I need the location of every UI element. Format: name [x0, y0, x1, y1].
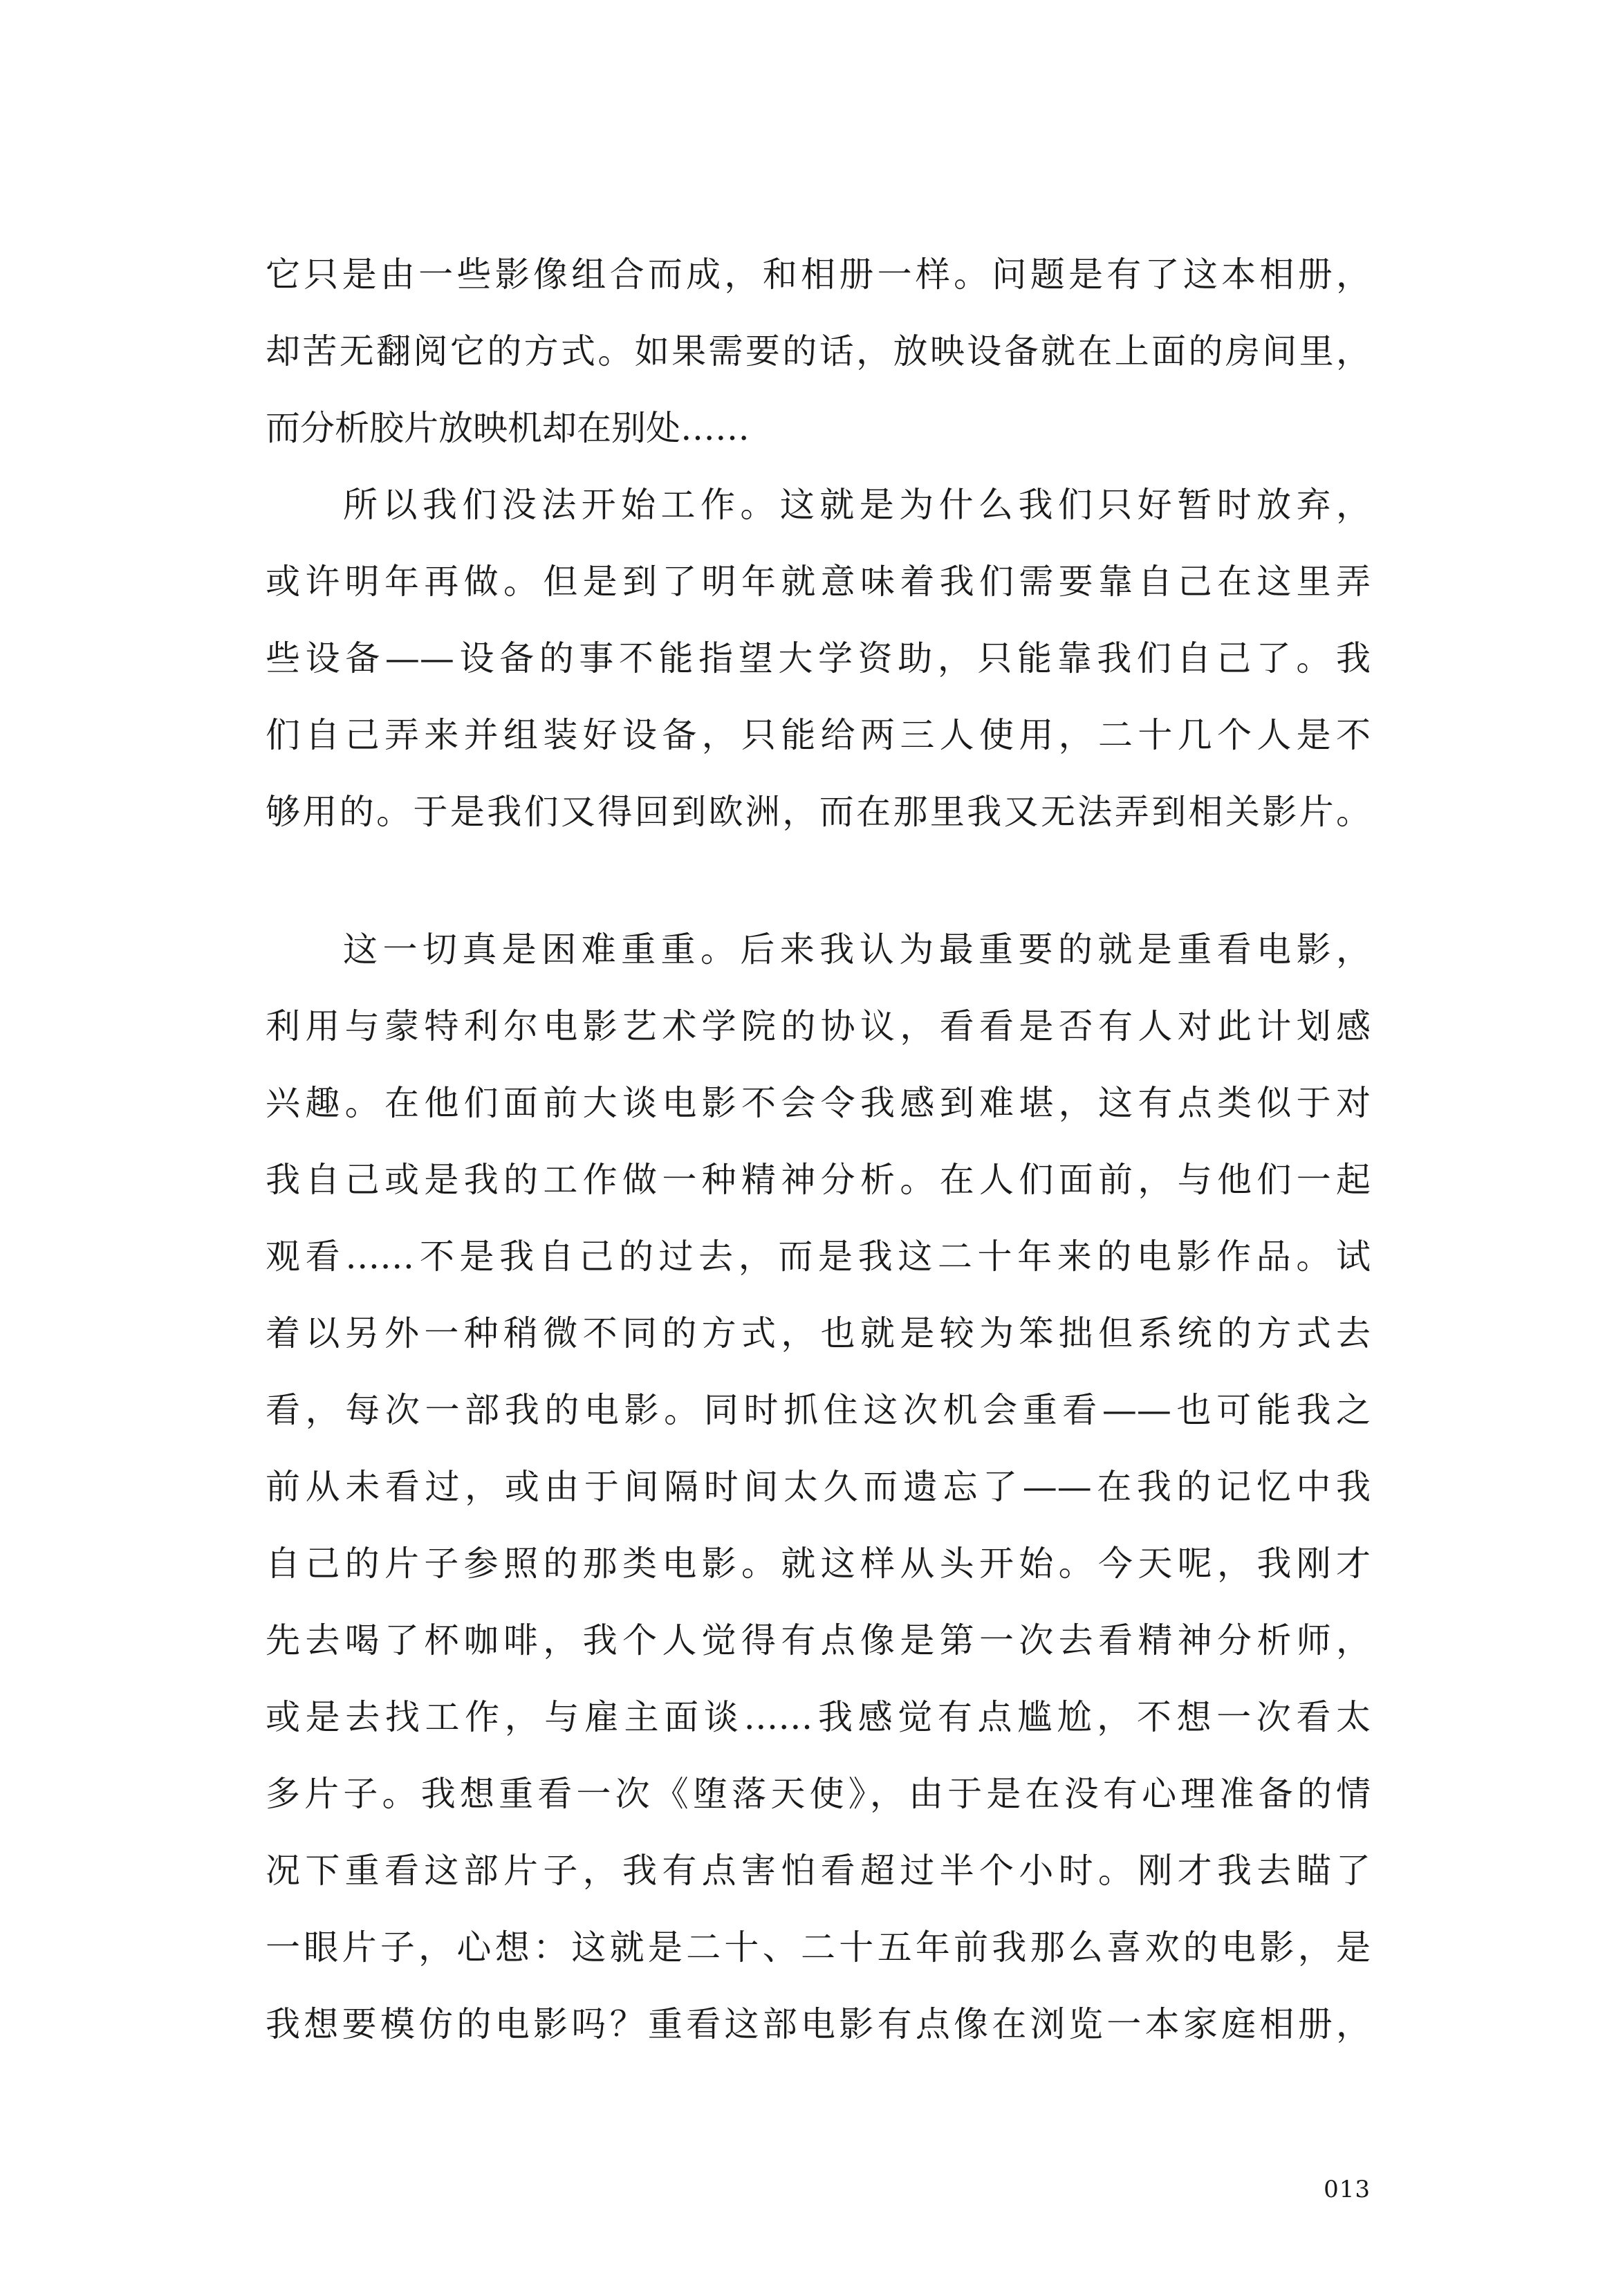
- text-line: 或许明年再做。但是到了明年就意味着我们需要靠自己在这里弄: [266, 562, 1371, 602]
- text-line: 却苦无翻阅它的方式。如果需要的话，放映设备就在上面的房间里，: [266, 331, 1371, 371]
- text-line: 观看……不是我自己的过去，而是我这二十年来的电影作品。试: [266, 1237, 1371, 1277]
- text-line: 或是去找工作，与雇主面谈……我感觉有点尴尬，不想一次看太: [266, 1697, 1371, 1737]
- text-line: 多片子。我想重看一次《堕落天使》，由于是在没有心理准备的情: [266, 1774, 1371, 1814]
- text-line: 够用的。于是我们又得回到欧洲，而在那里我又无法弄到相关影片。: [266, 792, 1371, 832]
- text-line: 一眼片子，心想：这就是二十、二十五年前我那么喜欢的电影，是: [266, 1927, 1371, 1968]
- text-line: 这一切真是困难重重。后来我认为最重要的就是重看电影，: [343, 929, 1371, 970]
- text-line: 况下重看这部片子，我有点害怕看超过半个小时。刚才我去瞄了: [266, 1851, 1371, 1891]
- text-line: 利用与蒙特利尔电影艺术学院的协议，看看是否有人对此计划感: [266, 1006, 1371, 1046]
- text-line: 些设备——设备的事不能指望大学资助，只能靠我们自己了。我: [266, 638, 1371, 678]
- text-line: 而分析胶片放映机却在别处……: [266, 408, 750, 448]
- page-number: 013: [1324, 2176, 1371, 2203]
- text-line: 我自己或是我的工作做一种精神分析。在人们面前，与他们一起: [266, 1160, 1371, 1200]
- text-line: 自己的片子参照的那类电影。就这样从头开始。今天呢，我刚才: [266, 1544, 1371, 1584]
- text-line: 兴趣。在他们面前大谈电影不会令我感到难堪，这有点类似于对: [266, 1083, 1371, 1123]
- text-line: 所以我们没法开始工作。这就是为什么我们只好暂时放弃，: [343, 485, 1371, 525]
- text-line: 我想要模仿的电影吗？重看这部电影有点像在浏览一本家庭相册，: [266, 2004, 1371, 2044]
- text-line: 着以另外一种稍微不同的方式，也就是较为笨拙但系统的方式去: [266, 1313, 1371, 1353]
- text-block-2: [266, 911, 1371, 2063]
- text-line: 先去喝了杯咖啡，我个人觉得有点像是第一次去看精神分析师，: [266, 1620, 1371, 1660]
- text-line: 前从未看过，或由于间隔时间太久而遗忘了——在我的记忆中我: [266, 1467, 1371, 1507]
- text-block-1: [266, 237, 1371, 851]
- text-line: 们自己弄来并组装好设备，只能给两三人使用，二十几个人是不: [266, 715, 1371, 755]
- text-line: 它只是由一些影像组合而成，和相册一样。问题是有了这本相册，: [266, 254, 1371, 295]
- text-line: 看，每次一部我的电影。同时抓住这次机会重看——也可能我之: [266, 1390, 1371, 1430]
